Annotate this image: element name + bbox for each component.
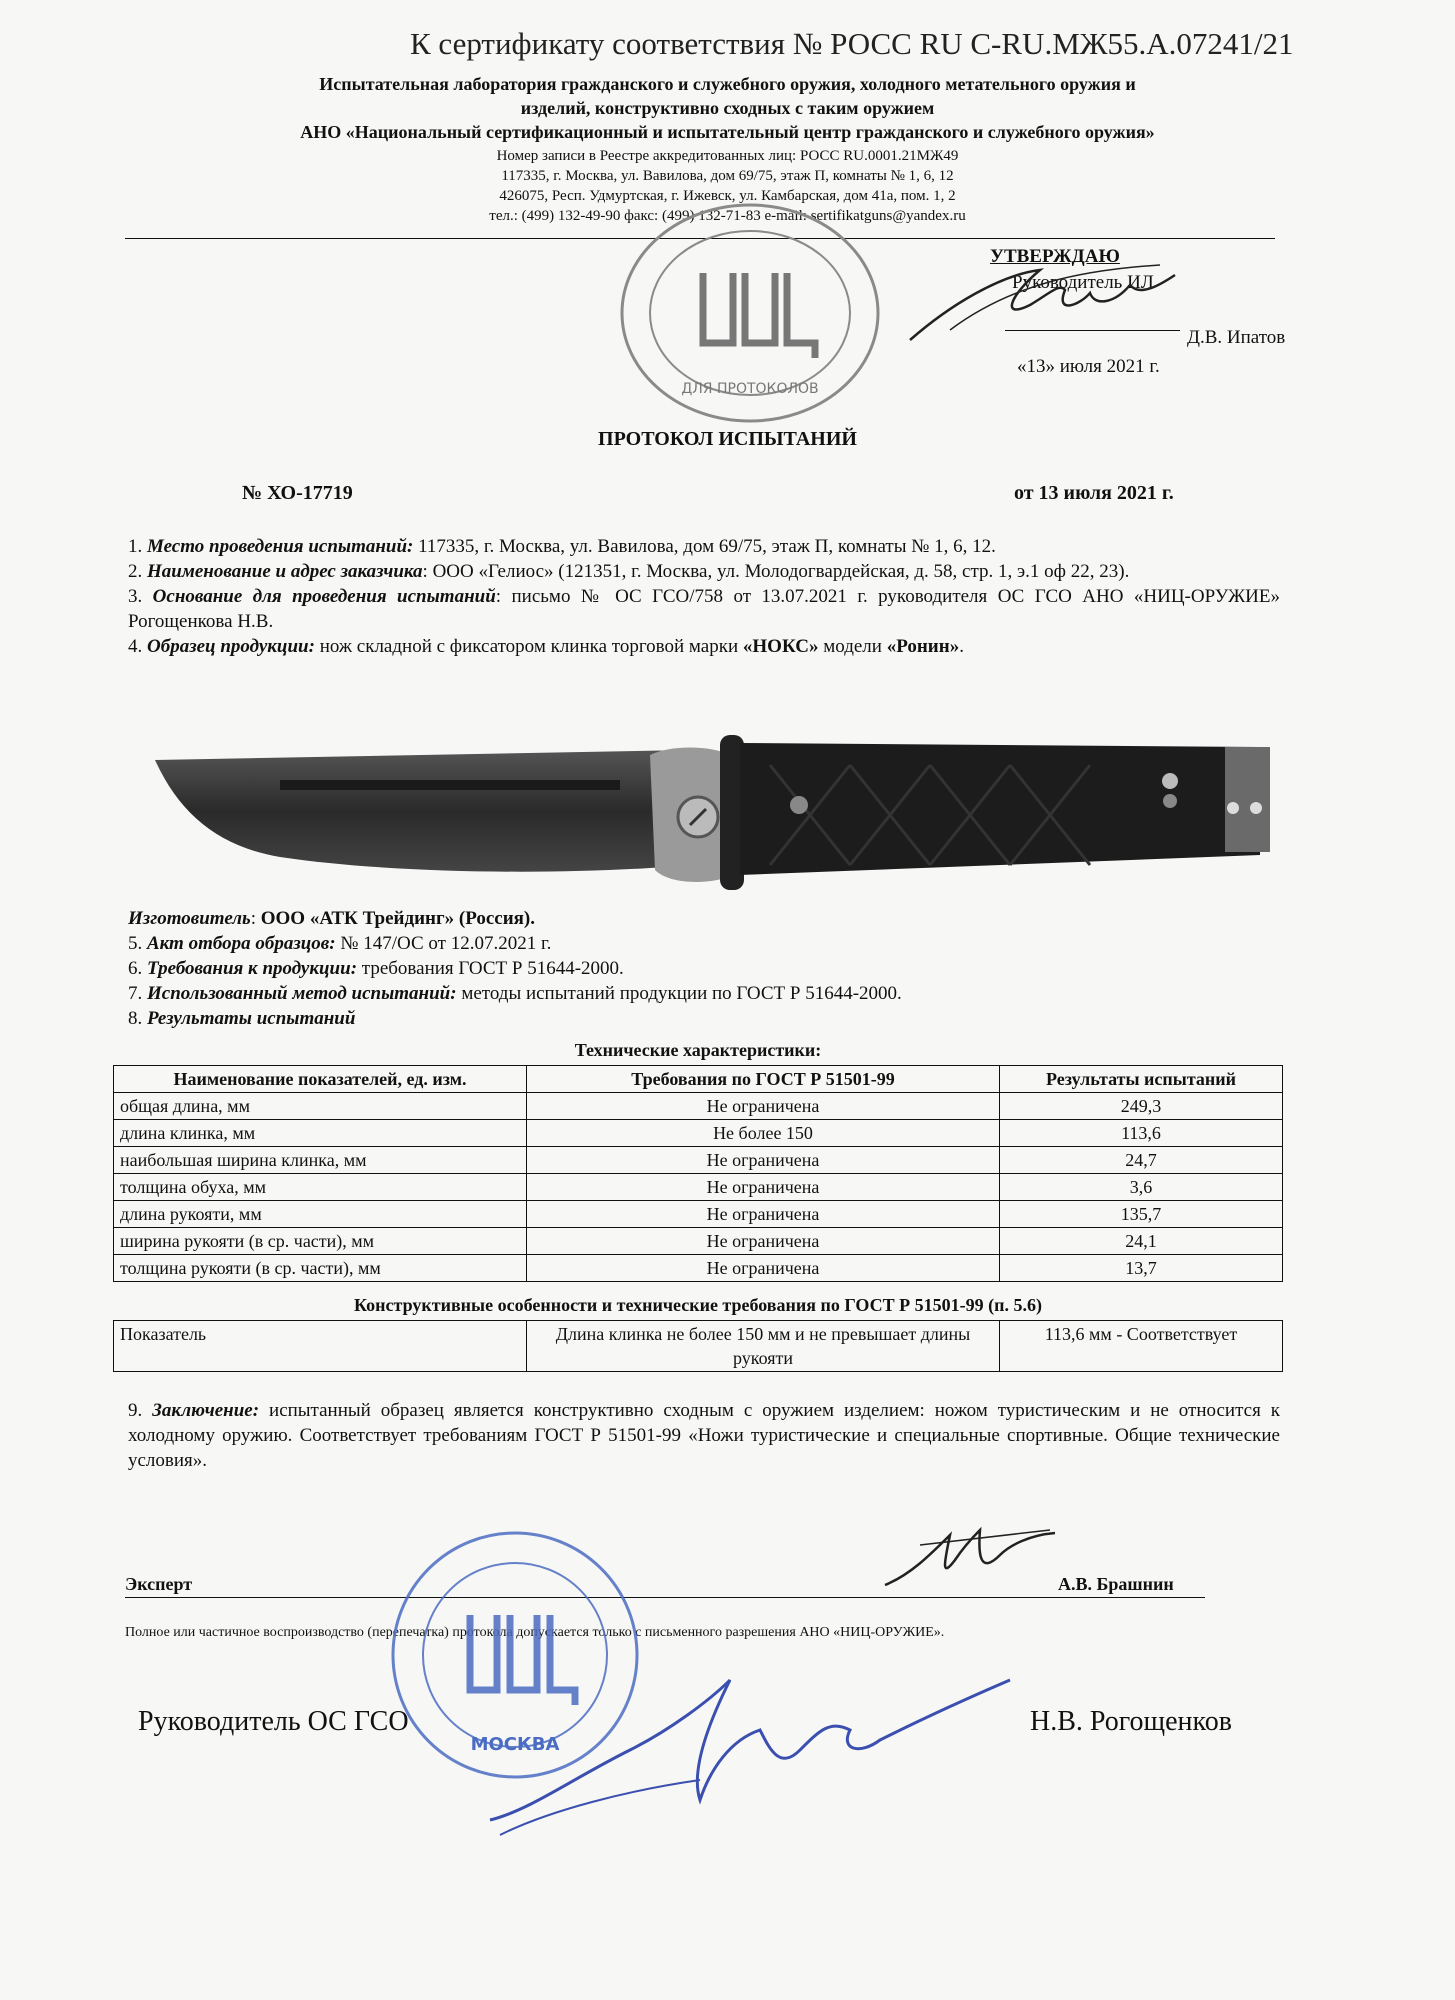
expert-signature-icon [880,1515,1060,1600]
head-signature-icon [470,1660,1030,1840]
item-2: 2. Наименование и адрес заказчика: ООО «Гелиос» (121351, г. Москва, ул. Молодогвардейская, д. 58, стр. 1, э.1 оф 22, 23). [128,561,1130,582]
lab-line1: Испытательная лаборатория гражданского и служебного оружия, холодного метательного оружия и [319,74,1136,94]
lab-line2: изделий, конструктивно сходных с таким оружием [520,98,935,118]
item-8: 8. Результаты испытаний [128,1008,356,1029]
director-signature-icon [890,245,1180,355]
design-table [113,1320,1283,1372]
approve-label: УТВЕРЖДАЮ [990,246,1120,267]
reproduction-notice: Полное или частичное воспроизводство (перепечатка) протокола допускается только с письменного разрешения АНО «НИЦ-ОРУЖИЕ». [125,1625,945,1640]
item-6: 6. Требования к продукции: требования ГОСТ Р 51644-2000. [128,958,624,979]
expert-name: А.В. Брашнин [1058,1574,1174,1594]
table2-caption: Конструктивные особенности и технические требования по ГОСТ Р 51501-99 (п. 5.6) [354,1295,1042,1315]
stamp-bottom-text: МОСКВА [470,1734,560,1755]
certificate-reference: К сертификату соответствия № РОСС RU С-RU.МЖ55.А.07241/21 [410,26,1294,61]
approve-role: Руководитель ИЛ [1012,272,1154,293]
items-list-2 [128,906,1280,1031]
expert-label: Эксперт [125,1574,193,1594]
address-moscow: 117335, г. Москва, ул. Вавилова, дом 69/75, этаж П, комнаты № 1, 6, 12 [501,168,954,184]
table-row: наибольшая ширина клинка, мм Не ограничена 24,7 [114,1147,1283,1174]
table1-caption: Технические характеристики: [574,1040,822,1060]
org-name: АНО «Национальный сертификационный и испытательный центр гражданского и служебного оружия» [300,122,1155,142]
protocol-title: ПРОТОКОЛ ИСПЫТАНИЙ [598,428,857,450]
head-label: Руководитель ОС ГСО [138,1706,409,1737]
table-row: общая длина, мм Не ограничена 249,3 [114,1093,1283,1120]
knife-photo-icon [150,725,1280,900]
lab-stamp-icon [615,198,885,428]
spec-table [113,1065,1283,1282]
table-row: толщина обуха, мм Не ограничена 3,6 [114,1174,1283,1201]
items-list [128,534,1280,659]
head-name: Н.В. Рогощенков [1030,1706,1232,1737]
item-1: 1. Место проведения испытаний: 117335, г. Москва, ул. Вавилова, дом 69/75, этаж П, комнаты № 1, 6, 12. [128,536,996,557]
approve-date: «13» июля 2021 г. [1017,356,1160,377]
item-4: 4. Образец продукции: нож складной с фиксатором клинка торговой марки «НОКС» модели «Ронин». [128,636,964,657]
table-header-row [114,1066,1283,1093]
contacts: тел.: (499) 132-49-90 факс: (499) 132-71-83 e-mail: sertifikatguns@yandex.ru [489,208,966,224]
address-izhevsk: 426075, Респ. Удмуртская, г. Ижевск, ул. Камбарская, дом 41а, пом. 1, 2 [499,188,956,204]
col-header-requirement: Требования по ГОСТ Р 51501-99 [527,1066,1000,1093]
conclusion: 9. Заключение: испытанный образец является конструктивно сходным с оружием изделием: ножом туристическим и не относится к холодному оружию. Соответствует требованиям ГОСТ Р 51501-99 «Ножи туристические и специальные спортивные. Общие технические условия». [128,1400,1280,1471]
protocol-date: от 13 июля 2021 г. [1014,482,1174,504]
registry-number: Номер записи в Реестре аккредитованных лиц: РОСС RU.0001.21МЖ49 [496,148,959,164]
item-3: 3. Основание для проведения испытаний: письмо № ОС ГСО/758 от 13.07.2021 г. руководителя ОС ГСО АНО «НИЦ-ОРУЖИЕ» Рогощенкова Н.В. [128,586,1280,632]
manufacturer: Изготовитель: ООО «АТК Трейдинг» (Россия). [128,908,535,929]
col-header-name: Наименование показателей, ед. изм. [114,1066,527,1093]
table-row: длина рукояти, мм Не ограничена 135,7 [114,1201,1283,1228]
protocol-number: № ХО-17719 [242,482,353,504]
table-row: Показатель Длина клинка не более 150 мм и не превышает длины рукояти 113,6 мм - Соответствует [114,1321,1283,1372]
approve-name: Д.В. Ипатов [1187,327,1286,348]
table-row: длина клинка, мм Не более 150 113,6 [114,1120,1283,1147]
table-row: ширина рукояти (в ср. части), мм Не ограничена 24,1 [114,1228,1283,1255]
item-7: 7. Использованный метод испытаний: методы испытаний продукции по ГОСТ Р 51644-2000. [128,983,902,1004]
stamp-top-text: ДЛЯ ПРОТОКОЛОВ [681,381,819,397]
col-header-result: Результаты испытаний [1000,1066,1283,1093]
table-row: толщина рукояти (в ср. части), мм Не ограничена 13,7 [114,1255,1283,1282]
lab-header [80,72,1375,144]
item-5: 5. Акт отбора образцов: № 147/ОС от 12.07.2021 г. [128,933,552,954]
